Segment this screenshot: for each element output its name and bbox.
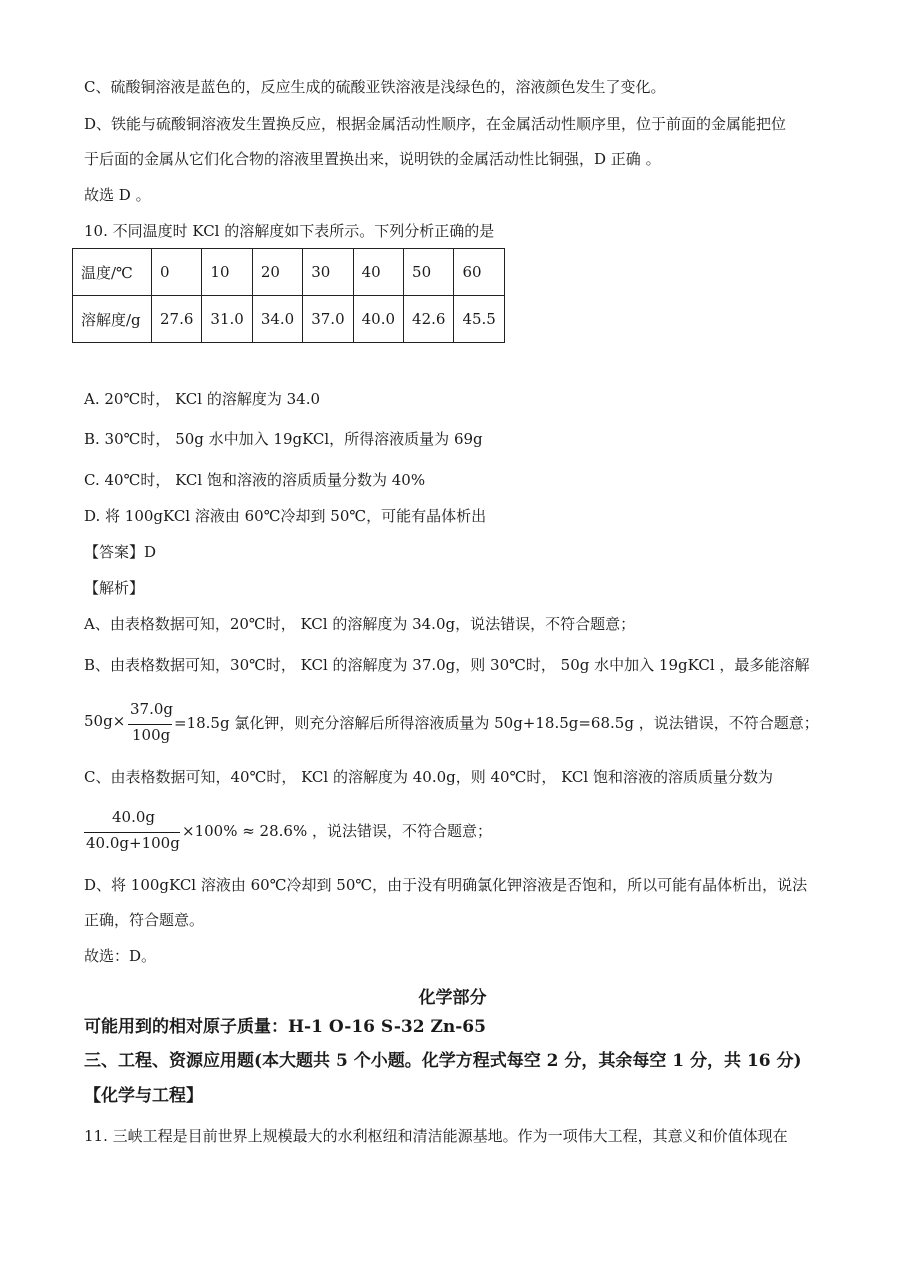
- table-cell: 溶解度/g: [73, 296, 152, 343]
- analysis-choice: 故选：D。: [84, 947, 157, 965]
- analysis-label: 【解析】: [84, 579, 145, 597]
- fraction-c-bar: [84, 832, 180, 833]
- analysis-c: C、由表格数据可知，40℃时， KCl 的溶解度为 40.0g，则 40℃时， KCl 饱和溶液的溶质质量分数为: [84, 768, 773, 786]
- fraction-c-numerator: 40.0g: [112, 808, 156, 826]
- question-10-stem: 10. 不同温度时 KCl 的溶解度如下表所示。下列分析正确的是: [84, 222, 495, 240]
- fraction-c-denominator: 40.0g+100g: [86, 834, 180, 852]
- analysis-d-2: 正确，符合题意。: [84, 911, 205, 929]
- table-cell: 60: [454, 249, 504, 296]
- table-cell: 30: [303, 249, 353, 296]
- analysis-b-lead: 50g×: [84, 712, 126, 730]
- table-cell: 20: [252, 249, 302, 296]
- fraction-b-denominator: 100g: [132, 726, 171, 744]
- table-row: [73, 296, 505, 343]
- table-cell: 温度/℃: [73, 249, 152, 296]
- table-cell: 10: [202, 249, 252, 296]
- option-a: A. 20℃时， KCl 的溶解度为 34.0: [84, 390, 321, 408]
- part-three-heading: 三、工程、资源应用题(本大题共 5 个小题。化学方程式每空 2 分，其余每空 1 分，共 16 分): [84, 1051, 802, 1071]
- table-cell: 40.0: [353, 296, 403, 343]
- table-cell: 50: [404, 249, 454, 296]
- table-cell: 45.5: [454, 296, 504, 343]
- analysis-b: B、由表格数据可知，30℃时， KCl 的溶解度为 37.0g，则 30℃时， 50g 水中加入 19gKCl ，最多能溶解: [84, 656, 810, 674]
- prev-option-c-text: C、硫酸铜溶液是蓝色的，反应生成的硫酸亚铁溶液是浅绿色的，溶液颜色发生了变化。: [84, 78, 666, 96]
- analysis-c-tail: ×100% ≈ 28.6% ，说法错误，不符合题意；: [182, 822, 492, 840]
- table-cell: 0: [152, 249, 202, 296]
- fraction-b-numerator: 37.0g: [130, 700, 174, 718]
- solubility-table: [72, 248, 505, 343]
- table-row: [73, 249, 505, 296]
- table-cell: 27.6: [152, 296, 202, 343]
- option-c: C. 40℃时， KCl 饱和溶液的溶质质量分数为 40%: [84, 471, 426, 489]
- atomic-mass-line: 可能用到的相对原子质量：H-1 O-16 S-32 Zn-65: [84, 1017, 486, 1037]
- table-cell: 34.0: [252, 296, 302, 343]
- analysis-d-1: D、将 100gKCl 溶液由 60℃冷却到 50℃，由于没有明确氯化钾溶液是否饱和，所以可能有晶体析出，说法: [84, 876, 808, 894]
- question-11-stem: 11. 三峡工程是目前世界上规模最大的水利枢纽和清洁能源基地。作为一项伟大工程，其意义和价值体现在: [84, 1127, 788, 1145]
- table-cell: 42.6: [404, 296, 454, 343]
- analysis-a: A、由表格数据可知，20℃时， KCl 的溶解度为 34.0g，说法错误，不符合题意；: [84, 615, 636, 633]
- option-d: D. 将 100gKCl 溶液由 60℃冷却到 50℃，可能有晶体析出: [84, 507, 487, 525]
- option-b: B. 30℃时， 50g 水中加入 19gKCl，所得溶液质量为 69g: [84, 430, 483, 448]
- topic-label: 【化学与工程】: [84, 1086, 203, 1106]
- prev-option-d-text-1: D、铁能与硫酸铜溶液发生置换反应，根据金属活动性顺序，在金属活动性顺序里，位于前面的金属能把位: [84, 115, 787, 133]
- table-cell: 40: [353, 249, 403, 296]
- answer-label: 【答案】D: [84, 543, 157, 561]
- table-cell: 37.0: [303, 296, 353, 343]
- prev-choice-text: 故选 D 。: [84, 186, 151, 204]
- section-title: 化学部分: [418, 988, 487, 1008]
- prev-option-d-text-2: 于后面的金属从它们化合物的溶液里置换出来，说明铁的金属活动性比铜强，D 正确 。: [84, 150, 661, 168]
- table-cell: 31.0: [202, 296, 252, 343]
- analysis-b-tail: =18.5g 氯化钾，则充分溶解后所得溶液质量为 50g+18.5g=68.5g ，说法错误，不符合题意；: [174, 714, 819, 732]
- fraction-b-bar: [128, 724, 172, 725]
